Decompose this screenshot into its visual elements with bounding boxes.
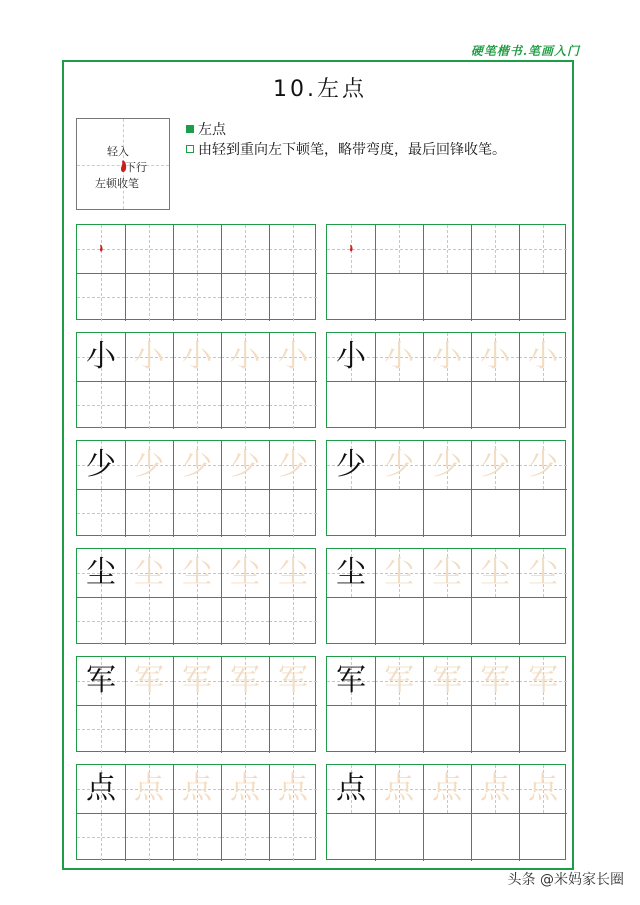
- cell-guide-horizontal: [125, 513, 173, 514]
- cell-guide-horizontal: [173, 249, 221, 250]
- trace-character: 小: [528, 339, 558, 374]
- practice-grid: [76, 332, 316, 428]
- writing-cell[interactable]: [221, 489, 269, 537]
- trace-character: 小: [432, 339, 462, 374]
- cell-guide-horizontal: [269, 249, 317, 250]
- grid-line-horizontal: [327, 813, 567, 814]
- writing-cell[interactable]: [471, 765, 519, 813]
- writing-cell[interactable]: [375, 705, 423, 753]
- trace-character: 尘: [182, 555, 212, 590]
- left-dot-stroke-icon: [77, 225, 125, 273]
- writing-cell[interactable]: [269, 597, 317, 645]
- writing-cell[interactable]: [77, 489, 125, 537]
- model-character: 小: [336, 339, 366, 374]
- writing-cell[interactable]: [269, 765, 317, 813]
- writing-cell[interactable]: [519, 705, 567, 753]
- writing-cell[interactable]: [173, 705, 221, 753]
- writing-cell[interactable]: [269, 549, 317, 597]
- cell-guide-horizontal: [173, 513, 221, 514]
- cell-guide-horizontal: [221, 249, 269, 250]
- filled-square-icon: [186, 125, 194, 133]
- practice-grid: [326, 656, 566, 752]
- writing-cell[interactable]: [471, 813, 519, 861]
- writing-cell[interactable]: [125, 273, 173, 321]
- writing-cell[interactable]: [327, 489, 375, 537]
- trace-character: 军: [528, 663, 558, 698]
- writing-cell[interactable]: [221, 705, 269, 753]
- cell-guide-horizontal: [125, 729, 173, 730]
- trace-character: 军: [230, 663, 260, 698]
- trace-character: 点: [528, 771, 558, 806]
- writing-cell[interactable]: [471, 273, 519, 321]
- writing-cell[interactable]: [327, 705, 375, 753]
- trace-character: 点: [278, 771, 308, 806]
- cell-guide-horizontal: [77, 513, 125, 514]
- writing-cell[interactable]: [423, 765, 471, 813]
- writing-cell[interactable]: [471, 597, 519, 645]
- cell-guide-horizontal: [221, 513, 269, 514]
- writing-cell[interactable]: [269, 489, 317, 537]
- writing-cell[interactable]: [423, 273, 471, 321]
- grid-line-horizontal: [327, 381, 567, 382]
- grid-line-horizontal: [327, 597, 567, 598]
- stroke-method: 由轻到重向左下顿笔，略带弯度，最后回锋收笔。: [198, 142, 506, 158]
- model-character: 点: [86, 771, 116, 806]
- grid-line-horizontal: [327, 705, 567, 706]
- model-character: 尘: [86, 555, 116, 590]
- writing-cell[interactable]: [269, 225, 317, 273]
- left-dot-stroke-icon: [327, 225, 375, 273]
- writing-cell[interactable]: [77, 441, 125, 489]
- writing-cell[interactable]: [471, 705, 519, 753]
- trace-character: 军: [432, 663, 462, 698]
- writing-cell[interactable]: [125, 441, 173, 489]
- writing-cell[interactable]: [327, 441, 375, 489]
- cell-guide-horizontal: [269, 837, 317, 838]
- writing-cell[interactable]: [173, 225, 221, 273]
- writing-cell[interactable]: [77, 765, 125, 813]
- writing-cell[interactable]: [221, 333, 269, 381]
- writing-cell[interactable]: [269, 813, 317, 861]
- cell-guide-horizontal: [221, 729, 269, 730]
- practice-grid: [326, 332, 566, 428]
- writing-cell[interactable]: [423, 549, 471, 597]
- grid-line-horizontal: [327, 489, 567, 490]
- cell-guide-horizontal: [269, 729, 317, 730]
- cell-guide-horizontal: [173, 297, 221, 298]
- cell-guide-horizontal: [269, 621, 317, 622]
- writing-cell[interactable]: [77, 657, 125, 705]
- trace-character: 小: [278, 339, 308, 374]
- model-character: 点: [336, 771, 366, 806]
- writing-cell[interactable]: [221, 657, 269, 705]
- cell-guide-horizontal: [125, 405, 173, 406]
- writing-cell[interactable]: [375, 441, 423, 489]
- trace-character: 点: [384, 771, 414, 806]
- stroke-name-row: [186, 120, 506, 140]
- trace-character: 小: [480, 339, 510, 374]
- cell-guide-horizontal: [221, 621, 269, 622]
- writing-cell[interactable]: [375, 381, 423, 429]
- writing-cell[interactable]: [269, 381, 317, 429]
- practice-grid: [76, 656, 316, 752]
- writing-cell[interactable]: [77, 333, 125, 381]
- grid-line-horizontal: [77, 273, 317, 274]
- trace-character: 军: [480, 663, 510, 698]
- writing-cell[interactable]: [173, 765, 221, 813]
- writing-cell[interactable]: [327, 657, 375, 705]
- writing-cell[interactable]: [519, 225, 567, 273]
- writing-cell[interactable]: [423, 597, 471, 645]
- writing-cell[interactable]: [173, 441, 221, 489]
- writing-cell[interactable]: [173, 657, 221, 705]
- page-title: 10.左点: [273, 77, 367, 102]
- writing-cell[interactable]: [375, 549, 423, 597]
- writing-cell[interactable]: [423, 225, 471, 273]
- trace-character: 尘: [230, 555, 260, 590]
- writing-cell[interactable]: [423, 333, 471, 381]
- cell-guide-horizontal: [125, 621, 173, 622]
- writing-cell[interactable]: [423, 657, 471, 705]
- practice-grid: [76, 548, 316, 644]
- writing-cell[interactable]: [327, 273, 375, 321]
- trace-character: 少: [134, 447, 164, 482]
- cell-guide-horizontal: [77, 621, 125, 622]
- writing-cell[interactable]: [221, 381, 269, 429]
- writing-cell[interactable]: [77, 273, 125, 321]
- writing-cell[interactable]: [77, 549, 125, 597]
- writing-cell[interactable]: [471, 489, 519, 537]
- model-character: 小: [86, 339, 116, 374]
- writing-cell[interactable]: [375, 273, 423, 321]
- writing-cell[interactable]: [173, 549, 221, 597]
- writing-cell[interactable]: [519, 597, 567, 645]
- grid-line-horizontal: [77, 813, 317, 814]
- trace-character: 少: [278, 447, 308, 482]
- trace-character: 少: [480, 447, 510, 482]
- cell-guide-horizontal: [77, 405, 125, 406]
- writing-cell[interactable]: [519, 381, 567, 429]
- demo-label-light-entry: 轻入: [107, 145, 129, 158]
- writing-cell[interactable]: [327, 765, 375, 813]
- writing-cell[interactable]: [423, 441, 471, 489]
- writing-cell[interactable]: [125, 549, 173, 597]
- trace-character: 点: [230, 771, 260, 806]
- trace-character: 小: [384, 339, 414, 374]
- writing-cell[interactable]: [173, 813, 221, 861]
- writing-cell[interactable]: [77, 597, 125, 645]
- trace-character: 尘: [278, 555, 308, 590]
- writing-cell[interactable]: [375, 597, 423, 645]
- cell-guide-horizontal: [125, 249, 173, 250]
- writing-cell[interactable]: [125, 765, 173, 813]
- cell-guide-horizontal: [519, 249, 567, 250]
- trace-character: 尘: [528, 555, 558, 590]
- cell-guide-horizontal: [173, 729, 221, 730]
- practice-grid: [76, 224, 316, 320]
- demo-label-pause-close: 左顿收笔: [95, 177, 139, 190]
- writing-cell[interactable]: [519, 333, 567, 381]
- writing-cell[interactable]: [327, 333, 375, 381]
- writing-cell[interactable]: [173, 597, 221, 645]
- writing-cell[interactable]: [471, 225, 519, 273]
- trace-character: 点: [480, 771, 510, 806]
- cell-guide-horizontal: [125, 297, 173, 298]
- writing-cell[interactable]: [375, 813, 423, 861]
- writing-cell[interactable]: [173, 489, 221, 537]
- writing-cell[interactable]: [77, 225, 125, 273]
- cell-guide-horizontal: [173, 621, 221, 622]
- writing-cell[interactable]: [519, 657, 567, 705]
- writing-cell[interactable]: [519, 549, 567, 597]
- stroke-name: 左点: [198, 122, 226, 138]
- trace-character: 少: [384, 447, 414, 482]
- writing-cell[interactable]: [471, 333, 519, 381]
- cell-guide-horizontal: [77, 729, 125, 730]
- writing-cell[interactable]: [173, 273, 221, 321]
- practice-grid: [76, 764, 316, 860]
- watermark: 头条 @米妈家长圈: [507, 872, 624, 888]
- trace-character: 尘: [384, 555, 414, 590]
- trace-character: 尘: [432, 555, 462, 590]
- writing-cell[interactable]: [519, 489, 567, 537]
- writing-cell[interactable]: [125, 333, 173, 381]
- stroke-description: [186, 120, 506, 160]
- model-character: 少: [336, 447, 366, 482]
- model-character: 尘: [336, 555, 366, 590]
- writing-cell[interactable]: [125, 381, 173, 429]
- writing-cell[interactable]: [77, 813, 125, 861]
- trace-character: 少: [230, 447, 260, 482]
- cell-guide-horizontal: [77, 837, 125, 838]
- trace-character: 小: [230, 339, 260, 374]
- cell-guide-horizontal: [471, 249, 519, 250]
- grid-line-horizontal: [327, 273, 567, 274]
- writing-cell[interactable]: [125, 225, 173, 273]
- trace-character: 少: [528, 447, 558, 482]
- writing-cell[interactable]: [221, 765, 269, 813]
- practice-grid: [326, 440, 566, 536]
- writing-cell[interactable]: [221, 549, 269, 597]
- writing-cell[interactable]: [173, 333, 221, 381]
- writing-cell[interactable]: [375, 333, 423, 381]
- writing-cell[interactable]: [221, 225, 269, 273]
- writing-cell[interactable]: [519, 813, 567, 861]
- writing-cell[interactable]: [375, 489, 423, 537]
- trace-character: 尘: [480, 555, 510, 590]
- stroke-method-row: [186, 140, 506, 160]
- trace-character: 尘: [134, 555, 164, 590]
- writing-cell[interactable]: [125, 705, 173, 753]
- writing-cell[interactable]: [269, 273, 317, 321]
- writing-cell[interactable]: [221, 813, 269, 861]
- trace-character: 军: [384, 663, 414, 698]
- writing-cell[interactable]: [375, 225, 423, 273]
- grid-line-horizontal: [77, 381, 317, 382]
- writing-cell[interactable]: [519, 441, 567, 489]
- practice-grid: [326, 224, 566, 320]
- writing-cell[interactable]: [471, 549, 519, 597]
- writing-cell[interactable]: [375, 765, 423, 813]
- trace-character: 少: [432, 447, 462, 482]
- grid-line-horizontal: [77, 489, 317, 490]
- writing-cell[interactable]: [519, 273, 567, 321]
- cell-guide-horizontal: [77, 297, 125, 298]
- writing-cell[interactable]: [423, 489, 471, 537]
- practice-grid: [76, 440, 316, 536]
- cell-guide-horizontal: [269, 405, 317, 406]
- cell-guide-horizontal: [173, 837, 221, 838]
- writing-cell[interactable]: [221, 597, 269, 645]
- writing-cell[interactable]: [375, 657, 423, 705]
- writing-cell[interactable]: [125, 813, 173, 861]
- writing-cell[interactable]: [423, 705, 471, 753]
- writing-cell[interactable]: [125, 597, 173, 645]
- cell-guide-horizontal: [221, 837, 269, 838]
- trace-character: 小: [182, 339, 212, 374]
- writing-cell[interactable]: [77, 705, 125, 753]
- writing-cell[interactable]: [423, 813, 471, 861]
- model-character: 少: [86, 447, 116, 482]
- cell-guide-horizontal: [173, 405, 221, 406]
- header-tag: 硬笔楷书.笔画入门: [470, 44, 580, 58]
- writing-cell[interactable]: [269, 705, 317, 753]
- writing-cell[interactable]: [471, 657, 519, 705]
- demo-label-downward: 下行: [125, 161, 147, 174]
- writing-cell[interactable]: [327, 225, 375, 273]
- writing-cell[interactable]: [269, 657, 317, 705]
- writing-cell[interactable]: [269, 333, 317, 381]
- cell-guide-horizontal: [269, 297, 317, 298]
- writing-cell[interactable]: [125, 657, 173, 705]
- writing-cell[interactable]: [327, 381, 375, 429]
- practice-grid: [326, 548, 566, 644]
- grid-line-horizontal: [77, 705, 317, 706]
- trace-character: 军: [134, 663, 164, 698]
- trace-character: 小: [134, 339, 164, 374]
- writing-cell[interactable]: [221, 273, 269, 321]
- writing-cell[interactable]: [327, 597, 375, 645]
- grid-line-horizontal: [77, 597, 317, 598]
- writing-cell[interactable]: [471, 441, 519, 489]
- cell-guide-horizontal: [375, 249, 423, 250]
- hollow-square-icon: [186, 145, 194, 153]
- cell-guide-horizontal: [221, 405, 269, 406]
- writing-cell[interactable]: [173, 381, 221, 429]
- trace-character: 军: [278, 663, 308, 698]
- practice-grid: [326, 764, 566, 860]
- trace-character: 点: [432, 771, 462, 806]
- cell-guide-horizontal: [125, 837, 173, 838]
- trace-character: 少: [182, 447, 212, 482]
- writing-cell[interactable]: [327, 813, 375, 861]
- writing-cell[interactable]: [423, 381, 471, 429]
- cell-guide-horizontal: [423, 249, 471, 250]
- stroke-demo-box: [76, 118, 170, 210]
- writing-cell[interactable]: [519, 765, 567, 813]
- cell-guide-horizontal: [269, 513, 317, 514]
- cell-guide-horizontal: [221, 297, 269, 298]
- writing-cell[interactable]: [269, 441, 317, 489]
- writing-cell[interactable]: [77, 381, 125, 429]
- trace-character: 点: [182, 771, 212, 806]
- writing-cell[interactable]: [125, 489, 173, 537]
- left-dot-stroke-icon: [77, 119, 171, 211]
- trace-character: 点: [134, 771, 164, 806]
- trace-character: 军: [182, 663, 212, 698]
- writing-cell[interactable]: [221, 441, 269, 489]
- model-character: 军: [336, 663, 366, 698]
- writing-cell[interactable]: [471, 381, 519, 429]
- writing-cell[interactable]: [327, 549, 375, 597]
- model-character: 军: [86, 663, 116, 698]
